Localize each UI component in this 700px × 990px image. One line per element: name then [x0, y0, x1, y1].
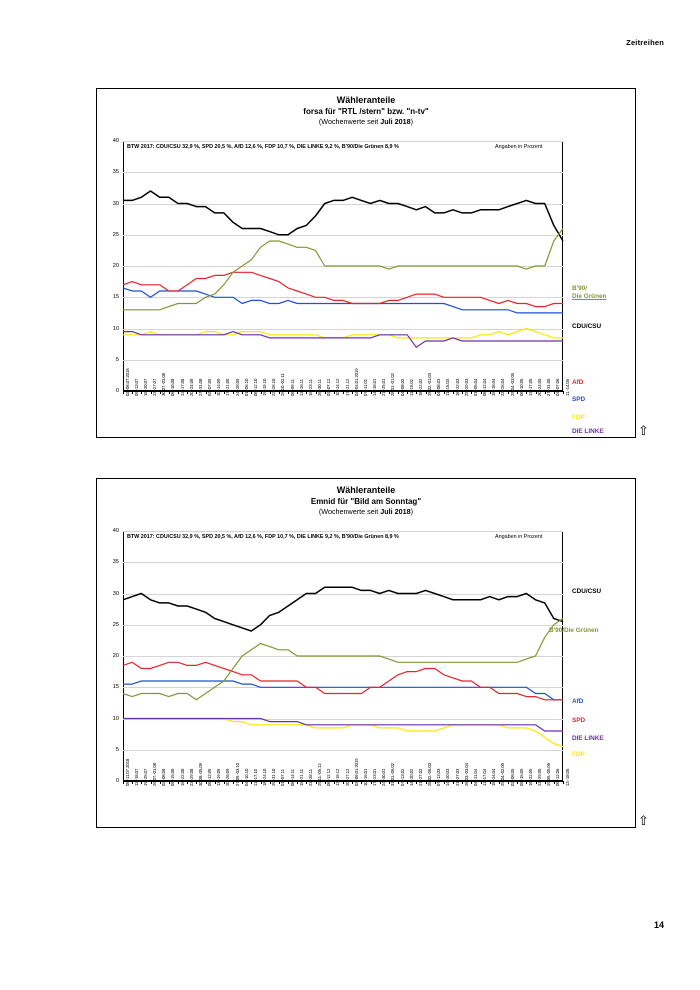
series-line-cdu-csu [123, 191, 563, 241]
x-axis-tick-label: 17.-21.12 [344, 378, 350, 396]
y-axis-tick-label: 40 [112, 138, 119, 144]
x-axis-tick-label: 15.-21.11 [298, 769, 304, 786]
chart-panel-emnid [96, 478, 636, 828]
x-axis-tick-label: 05.-11.07.2018 [124, 758, 130, 786]
x-axis-tick-label: 29.11.-05.12 [317, 763, 323, 786]
x-axis-tick-label: 10.-14.12 [335, 378, 341, 396]
x-axis-tick-label: 30.07.-03.08 [161, 373, 167, 396]
chart1-note-left: BTW 2017: CDU/CSU 32,9 %, SPD 20,5 %, AfD 12,6 %, FDP 10,7 %, DIE LINKE 9,2 %, B'90/Die Grünen 8,9 % [127, 144, 399, 150]
x-axis-tick-label: 18.-24.04 [491, 768, 497, 786]
series-label: AfD [572, 698, 584, 705]
x-axis-tick-label: 09.-15.05 [518, 768, 524, 786]
x-axis-tick-label: 08.-12.04 [482, 378, 488, 396]
y-axis-tick-label: 35 [112, 559, 119, 566]
x-axis-tick-label: 23.-27.07 [152, 378, 158, 396]
y-axis-tick-label: 30 [112, 590, 119, 597]
x-axis-tick-label: 17.-23.01 [372, 768, 378, 786]
chart1-subtitle2-bold: Juli 2018 [380, 117, 411, 126]
x-axis-tick-label: 13.-19.12 [335, 768, 341, 786]
x-axis-tick-label: 09.-15.08 [170, 768, 176, 786]
y-axis-tick-label: 15 [112, 684, 119, 691]
x-axis-tick-label: 25.04.-02.05 [500, 763, 506, 786]
x-axis-tick-label: 06.-10.08 [170, 378, 176, 396]
x-axis-tick-label: 09.-13.07 [133, 378, 139, 396]
y-axis-tick-label: 35 [112, 169, 119, 176]
x-axis-tick-label: 01.-05.10 [243, 378, 249, 396]
series-lines [97, 89, 635, 437]
x-axis-tick-label: 06.-12.09 [207, 768, 213, 786]
y-axis-tick-label: 25 [112, 231, 119, 238]
chart1-subtitle2-prefix: (Wochenwerte seit [318, 117, 381, 126]
series-line-afd [123, 272, 563, 306]
series-line-die-linke [123, 332, 563, 348]
series-line-fdp [123, 719, 563, 747]
page-number: 14 [653, 920, 664, 930]
x-axis-tick-label: 28.02.-06.03 [427, 763, 433, 786]
x-axis-tick-label: 31.01.-06.02 [390, 763, 396, 786]
x-axis-tick-label: 16.-20.07 [142, 378, 148, 396]
x-axis-tick-label: 27.09.-03.10 [234, 763, 240, 786]
x-axis-tick-label: 11.-17.10 [252, 769, 258, 786]
x-axis-tick-label: 16.-22.05 [527, 768, 533, 786]
x-axis-tick-label: 19.-23.11 [307, 379, 313, 396]
x-axis-tick-label: 23.-29.08 [188, 768, 194, 786]
x-axis-tick-label: 18.-24.10 [262, 768, 268, 786]
x-axis-tick-label: 14.-18.01 [372, 378, 378, 396]
x-axis-tick-label: 29.05.-05.06 [546, 763, 552, 786]
x-axis-tick-label: 28.03.-03.04 [463, 763, 469, 786]
y-axis-tick-label: 30 [112, 200, 119, 207]
x-axis-tick-label: 24.-30.01 [381, 768, 387, 786]
x-axis-tick-label: 21.-27.03 [454, 768, 460, 786]
x-axis-tick-label: 03.-07.09 [207, 378, 213, 396]
x-axis-tick-label: 01.-05.04 [472, 378, 478, 396]
chart2-subtitle2-prefix: (Wochenwerte seit [318, 507, 381, 516]
series-label: FDP [572, 751, 585, 758]
x-axis-tick-label: 19.-25.07 [142, 768, 148, 786]
x-axis-tick-label: 22.-28.11 [307, 769, 313, 786]
x-axis-tick-label: 10.-14.09 [216, 378, 222, 396]
y-axis-tick-label: 20 [112, 263, 119, 269]
x-axis-tick-label: 28.01.-01.02 [390, 373, 396, 396]
x-axis-tick-label: 06.-12.12 [326, 768, 332, 786]
x-axis-tick-label: 01.-07.11 [280, 769, 286, 786]
series-label: DIE LINKE [572, 735, 604, 742]
x-axis-tick-label: 12.-16.11 [298, 379, 304, 396]
x-axis-tick-label: 25.-29.03 [463, 378, 469, 396]
series-line-cdu-csu [123, 587, 563, 631]
x-axis-tick-label: 13.-17.05 [527, 378, 533, 396]
y-axis-tick-label: 5 [115, 746, 119, 753]
x-axis-tick-label: 07.-11.01 [362, 379, 368, 396]
x-axis-tick-label: 11.-17.04 [482, 769, 488, 786]
x-axis-tick-label: 22.-26.10 [271, 378, 277, 396]
chart2-note-left: BTW 2017: CDU/CSU 32,9 %, SPD 20,5 %, AfD 12,6 %, FDP 10,7 %, DIE LINKE 9,2 %, B'90/Die Grünen 8,9 % [127, 534, 399, 540]
x-axis-tick-label: 13.-17.08 [179, 378, 185, 396]
x-axis-tick-label: 04.-10.10 [243, 768, 249, 786]
series-line-spd [123, 681, 563, 700]
series-lines [97, 479, 635, 827]
x-axis-tick-label: 07.-13.02 [399, 768, 405, 786]
x-axis-tick-label: 15.-19.10 [262, 378, 268, 396]
x-axis-tick-label: 02.-06.07.2018 [124, 368, 130, 396]
x-axis-tick-label: 03.-07.06 [555, 378, 561, 396]
y-axis-tick-label: 10 [112, 325, 119, 332]
x-axis-tick-label: 12.-18.07 [133, 768, 139, 786]
x-axis-tick-label: 06.-12.06 [555, 768, 561, 786]
x-axis-tick-label: 20.-26.09 [225, 768, 231, 786]
series-label: SPD [572, 396, 586, 403]
x-axis-tick-label: 04.-11.04 [472, 769, 478, 786]
chart1-note-right: Angaben in Prozent [495, 144, 543, 150]
x-axis-tick-label: 14.-20.03 [445, 768, 451, 786]
chart-panel-forsa [96, 88, 636, 438]
chart1-title: Wähleranteile [336, 95, 396, 105]
x-axis-tick-label: 25.-31.10 [271, 768, 277, 786]
series-label: DIE LINKE [572, 428, 604, 435]
x-axis-tick-label: 02.-08.05 [509, 768, 515, 786]
x-axis-tick-label: 25.02.-01.03 [427, 373, 433, 396]
x-axis-tick-label: 18.-22.03 [454, 378, 460, 396]
x-axis-tick-label: 26.-30.11 [317, 379, 323, 396]
chart1-subtitle2-suffix: ) [410, 117, 414, 126]
x-axis-tick-label: 26.07.-01.08 [152, 763, 158, 786]
x-axis-tick-label: 06.-10.05 [518, 378, 524, 396]
y-axis-tick-label: 5 [115, 356, 119, 363]
series-line-die-linke [123, 719, 563, 732]
x-axis-tick-label: 04.-08.03 [436, 378, 442, 396]
x-axis-tick-label: 29.04.-03.05 [509, 373, 515, 396]
x-axis-tick-label: 11.-14.06 [564, 379, 570, 396]
x-axis-tick-label: 27.-31.05 [546, 378, 552, 396]
top-arrow-icon-1[interactable]: ⇧ [638, 423, 649, 438]
y-axis-tick-label: 15 [112, 294, 119, 301]
y-axis-tick-label: 25 [112, 621, 119, 628]
x-axis-tick-label: 05.-09.11 [289, 379, 295, 396]
chart2-title: Wähleranteile [336, 485, 396, 495]
x-axis-tick-label: 17.-21.09 [225, 378, 231, 396]
series-line-b-90-die-gr-nen [123, 229, 563, 310]
y-axis-tick-label: 0 [115, 388, 119, 394]
chart2-subtitle2-bold: Juli 2018 [380, 507, 411, 516]
x-axis-tick-label: 02.-04.01.2019 [353, 368, 359, 396]
series-label: AfD [572, 379, 584, 386]
x-axis-tick-label: 11.-15.03 [445, 379, 451, 396]
series-label: Die Grünen [572, 293, 607, 300]
x-axis-tick-label: 07.-13.03 [436, 768, 442, 786]
top-arrow-icon-2[interactable]: ⇧ [638, 813, 649, 828]
x-axis-tick-label: 10.-16.01 [362, 768, 368, 786]
x-axis-tick-label: 20.-24.08 [188, 378, 194, 396]
series-label: B'90/Die Grünen [549, 627, 599, 634]
series-label: CDU/CSU [572, 588, 602, 595]
page-header-label: Zeitreihen [626, 38, 664, 47]
x-axis-tick-label: 15.-18.04 [491, 378, 497, 396]
x-axis-tick-label: 20.-24.05 [537, 378, 543, 396]
x-axis-tick-label: 24.-28.09 [234, 378, 240, 396]
x-axis-tick-label: 08.-14.11 [289, 769, 295, 786]
x-axis-tick-label: 23.-29.05 [537, 768, 543, 786]
chart2-subtitle: Emnid für "Bild am Sonntag" [310, 497, 422, 506]
x-axis-tick-label: 13.-19.09 [216, 768, 222, 786]
x-axis-tick-label: 13.-18.06 [564, 768, 570, 786]
chart2-note-right: Angaben in Prozent [495, 534, 543, 540]
x-axis-tick-label: 14.-20.02 [408, 768, 414, 786]
x-axis-tick-label: 03.-07.12 [326, 378, 332, 396]
series-label: B'90/ [572, 285, 588, 292]
x-axis-tick-label: 27.-31.08 [197, 378, 203, 396]
x-axis-tick-label: 02.-08.08 [161, 768, 167, 786]
x-axis-tick-label: 30.08.-05.09 [197, 763, 203, 786]
series-line-fdp [123, 329, 563, 338]
x-axis-tick-label: 21.-25.01 [381, 378, 387, 396]
chart1-subtitle: forsa für "RTL /stern" bzw. "n-tv" [303, 107, 429, 116]
x-axis-tick-label: 20.-27.12 [344, 768, 350, 786]
x-axis-tick-label: 18.-22.02 [417, 378, 423, 396]
series-label: FDP [572, 414, 585, 421]
series-label: SPD [572, 717, 586, 724]
y-axis-tick-label: 0 [115, 778, 119, 784]
x-axis-tick-label: 23.-26.04 [500, 378, 506, 396]
y-axis-tick-label: 10 [112, 715, 119, 722]
series-label: CDU/CSU [572, 323, 602, 330]
y-axis-tick-label: 20 [112, 653, 119, 659]
x-axis-tick-label: 04.-08.02 [399, 378, 405, 396]
x-axis-tick-label: 16.-22.08 [179, 768, 185, 786]
x-axis-tick-label: 21.-27.02 [417, 768, 423, 786]
x-axis-tick-label: 08.-12.10 [252, 378, 258, 396]
x-axis-tick-label: 29.10.-02.11 [280, 373, 286, 396]
y-axis-tick-label: 40 [112, 528, 119, 534]
chart2-subtitle2-suffix: ) [410, 507, 414, 516]
x-axis-tick-label: 03.-09.01.2019 [353, 758, 359, 786]
x-axis-tick-label: 11.-15.02 [408, 379, 414, 396]
